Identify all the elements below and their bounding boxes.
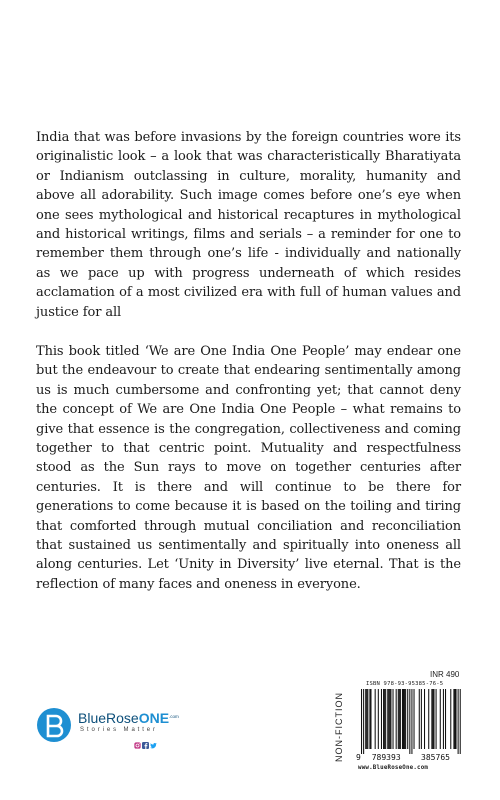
barcode-bar [421,689,422,749]
barcode-bar [431,689,432,749]
barcode-bar [445,689,446,749]
barcode-bar [453,689,454,749]
publisher-name-part1: BlueRose [78,710,139,726]
barcode-bar [393,689,394,749]
barcode-bar [387,689,388,749]
twitter-icon [150,734,157,741]
barcode-bar [405,689,406,749]
blurb-paragraph-1: India that was before invasions by the foreign countries wore its originalistic look – a look that was characteristically Bharatiyata or Indianism outclassing in culture, morality, humanity and above all adorability. Such image comes before one’s eye when one sees mythological and historical recaptures in mythological and historical writings, films and serials – a reminder for one to remember them through one’s life - individually and nationally as we pace up with progress underneath of which resides acclamation of a most civilized era with full of human values and justice for all [36,130,461,320]
barcode-bar [428,689,429,749]
barcode-bar [389,689,390,749]
barcode-bar [363,689,364,754]
barcode-bar [369,689,370,749]
category-text: NON-FICTION [334,692,344,762]
barcode-bar [399,689,400,749]
barcode-bar [409,689,410,754]
barcode-bar [365,689,366,749]
publisher-logo-icon [37,708,71,742]
barcode-bar [390,689,391,749]
barcode-bar [384,689,385,749]
barcode-bar [432,689,433,749]
barcode-digits: 9 [356,753,361,762]
barcode-bar [458,689,459,754]
publisher-website: www.BlueRoseOne.com [358,765,429,771]
barcode-bar [456,689,457,749]
social-icons [134,734,157,741]
barcode-digits: 385765 [421,753,450,762]
barcode-block [352,681,464,777]
barcode-bar [424,689,425,749]
price-label: INR 490 [430,670,460,679]
barcode-bar [440,689,441,749]
barcode-bar [433,689,434,749]
barcode-bar [436,689,437,749]
barcode-bar [383,689,384,749]
blurb-paragraph-2: This book titled ‘We are One India One People’ may endear one but the endeavour to create that endearing sentimentally among us is much cumbersome and confronting yet; that cannot deny the concept of We are One India One People – what remains to give that essence is the congregation, collectiveness and coming together to that centric point. Mutuality and respectfulness stood as the Sun rays to move on together centuries after centuries. It is there and will continue to be there for generations to come because it is based on the toiling and tiring that comforted through mutual conciliation and reconciliation that sustained us sentimentally and spiritually into oneness all along centuries. Let ‘Unity in Diversity’ live eternal. That is the reflection of many faces and oneness in everyone. [36,344,461,592]
barcode-bar [375,689,376,749]
publisher-tagline: Stories Matter [80,727,158,733]
barcode-bar [398,689,399,749]
barcode-bar [366,689,367,749]
publisher-name [78,710,179,726]
instagram-icon [134,734,141,741]
facebook-icon [142,734,149,741]
barcode-bar [414,689,415,749]
barcode-bar [404,689,405,749]
barcode-digits: 789393 [371,753,401,762]
barcode-bar [367,689,368,749]
barcode-bar [388,689,389,749]
barcode-bar [411,689,412,754]
barcode-bar [385,689,386,749]
barcode-bar [381,689,382,749]
barcode-bar [361,689,362,754]
category-label [327,688,351,766]
barcode-bar [370,689,371,749]
isbn-label: ISBN 978-93-95385-76-5 [366,681,444,687]
barcode-bar [443,689,444,749]
barcode-bar [402,689,403,749]
barcode-bar [460,689,461,754]
barcode-bar [396,689,397,749]
publisher-name-part2: ONE [138,710,170,726]
publisher-name-suffix: .com [169,714,179,719]
barcode-bar [378,689,379,749]
barcode-bar [450,689,451,749]
barcode-bar [403,689,404,749]
barcode-image [352,689,464,765]
barcode-bar [400,689,401,749]
barcode-bar [419,689,420,749]
barcode-bar [454,689,455,749]
barcode-bar [407,689,408,749]
